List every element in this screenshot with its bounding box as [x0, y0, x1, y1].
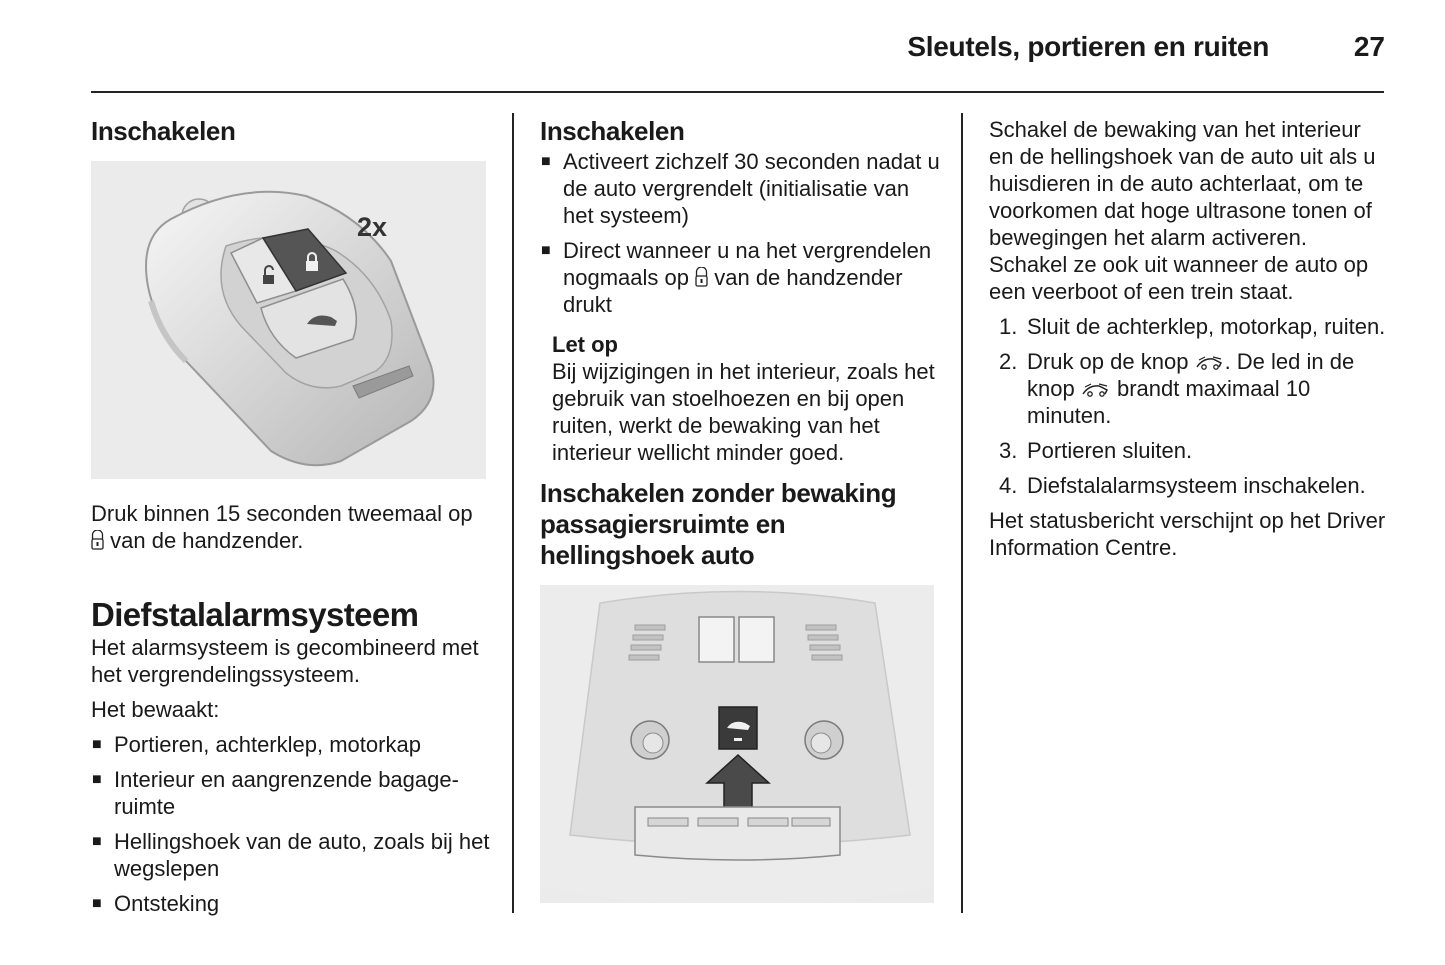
step-item: 3. Portieren sluiten. — [999, 438, 1193, 463]
alarm-intro-paragraph: Het alarmsysteem is gecombineerd met het vergrendelingssysteem. — [91, 635, 479, 687]
step-item: 1. Sluit de achterklep, motorkap, ruiten. — [999, 314, 1386, 339]
note-box — [540, 331, 940, 466]
heading-inschakelen-zonder-bewaking: Inschakelen zonder bewaking passagiersruimte en hellingshoek auto — [540, 478, 897, 570]
list-item: ■ Direct wanneer u na het vergrendelen nogmaals op van de handzender drukt — [540, 237, 940, 318]
column-divider-2 — [961, 113, 963, 913]
list-item: ■ Portieren, achterklep, motorkap — [91, 731, 491, 758]
activation-list — [540, 148, 940, 318]
status-message-paragraph: Het statusbericht verschijnt op het Driver Information Centre. — [989, 508, 1386, 560]
list-item: ■ Hellingshoek van de auto, zoals bij het wegslepen — [91, 828, 491, 882]
key-fob-drawing — [91, 161, 486, 479]
lock-symbol-icon — [695, 267, 708, 287]
car-tilt-symbol-icon — [1081, 382, 1111, 398]
list-item: ■ Interieur en aangrenzende bagageruimte — [91, 766, 491, 820]
note-title: Let op — [552, 332, 618, 357]
heading-inschakelen-2: Inschakelen — [540, 116, 685, 146]
column-3 — [989, 110, 1389, 561]
lock-symbol-icon — [91, 530, 104, 550]
list-item: ■ Activeert zichzelf 30 seconden nadat u de auto vergrendelt (initialisatie van het systeem) — [540, 148, 940, 229]
step-item: 4. Diefstalalarmsysteem inschakelen. — [999, 473, 1366, 498]
press-twice-label: 2x — [357, 212, 388, 242]
list-item: ■ Ontsteking — [91, 890, 491, 917]
deactivation-intro: Schakel de bewaking van het interieur en de hellingshoek van de auto uit als u huisdieren in de auto achterlaat, om te voorkomen dat hoge ultrasone tonen of bewegingen het alarm activeren. Schakel ze ook uit wanneer de auto op een veerboot of een trein staat. — [989, 117, 1376, 304]
key-fob-illustration — [91, 161, 486, 479]
monitors-label: Het bewaakt: — [91, 697, 220, 722]
figure-caption: Druk binnen 15 seconden tweemaal op van de handzender. — [91, 501, 473, 553]
note-text: Bij wijzigingen in het interieur, zoals het gebruik van stoelhoezen en bij open ruiten, werkt de bewaking van het interieur wellicht minder goed. — [552, 359, 935, 465]
steps-list — [989, 313, 1389, 499]
column-divider-1 — [512, 113, 514, 913]
header-divider — [91, 91, 1384, 93]
page-number: 27 — [1353, 31, 1385, 62]
step-item: 2. Druk op de knop . De led in de knop brandt maximaal 10 minuten. — [999, 349, 1355, 428]
column-1 — [91, 110, 491, 917]
monitored-items-list — [91, 731, 491, 917]
overhead-console-drawing — [540, 585, 934, 903]
heading-inschakelen-1: Inschakelen — [91, 116, 236, 146]
running-header-title: Sleutels, portieren en ruiten — [907, 31, 1269, 62]
section-title-diefstalalarmsysteem: Diefstalalarmsysteem — [91, 596, 419, 633]
column-2 — [540, 110, 940, 903]
overhead-console-illustration — [540, 585, 934, 903]
car-tilt-symbol-icon — [1195, 355, 1225, 371]
